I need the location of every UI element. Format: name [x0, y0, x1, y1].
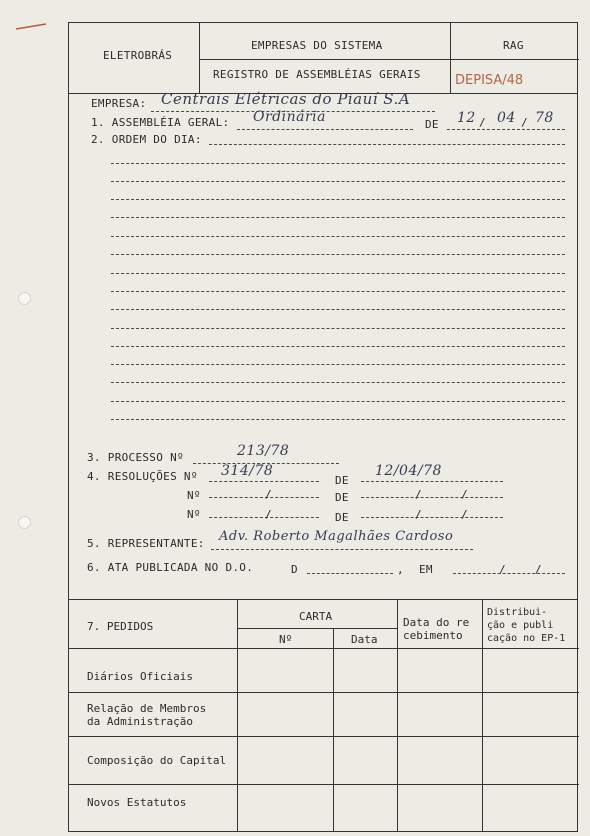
date-day: 12 — [457, 110, 476, 126]
form-title: REGISTRO DE ASSEMBLÉIAS GERAIS — [213, 68, 421, 81]
resolucoes-label: 4. RESOLUÇÕES Nº — [87, 470, 198, 483]
ata-label: 6. ATA PUBLICADA NO D.O. — [87, 561, 254, 574]
resolucao-2-de: DE — [335, 491, 349, 504]
carta-numero-header: Nº — [279, 633, 293, 646]
form-code: RAG — [503, 39, 524, 52]
processo-label: 3. PROCESSO Nº — [87, 451, 184, 464]
assembleia-label: 1. ASSEMBLÉIA GERAL: — [91, 116, 230, 129]
pedidos-header: 7. PEDIDOS — [87, 620, 154, 633]
org-name: ELETROBRÁS — [103, 49, 173, 62]
resolucao-3-no: Nº — [187, 508, 201, 521]
de-label: DE — [425, 118, 439, 131]
ata-d-label: D — [291, 563, 298, 576]
resolucao-1: 314/78 — [221, 463, 274, 479]
punch-hole-top — [18, 292, 31, 305]
date-year: 78 — [535, 110, 554, 126]
assembly-register-form: ELETROBRÁS EMPRESAS DO SISTEMA REGISTRO DE ASSEMBLÉIAS GERAIS RAG DEPISA/48 EMPRESA: Centrais Elétricas do Piauí S.A 1. ASSEMBLÉIA GERAL: Ordinária DE 12 / 04 / 78 2. ORDEM DO DIA: 3. PROCESSO Nº 213/78 4. RESOLUÇÕES Nº 314/78 DE 12/04/78 Nº / DE / / Nº / DE / / 5. REPRESENTANTE: Adv. Roberto Magalhães Cardoso 6. ATA PUBLICADA NO D.O. D , EM / / 7. PEDIDOS CARTA Nº Data Data do re cebimento Distribui- ção e publi cação no EP-1 Diários Oficiais Relação de Membros da Administração Composição do Capital Novos Estatutos — [68, 22, 578, 832]
ordem-label: 2. ORDEM DO DIA: — [91, 133, 202, 146]
row-relacao-membros-2: da Administração — [87, 715, 193, 728]
resolucao-2-no: Nº — [187, 489, 201, 502]
recebimento-header-2: cebimento — [403, 629, 463, 642]
system-label: EMPRESAS DO SISTEMA — [251, 39, 383, 52]
distribuicao-header-2: ção e publi — [487, 620, 554, 631]
resolucao-3-de: DE — [335, 511, 349, 524]
representante-value: Adv. Roberto Magalhães Cardoso — [219, 529, 454, 544]
resolucao-1-de: DE — [335, 474, 349, 487]
processo-value: 213/78 — [237, 443, 290, 459]
empresa-value: Centrais Elétricas do Piauí S.A — [161, 90, 411, 108]
ata-em-label: EM — [419, 563, 433, 576]
assembleia-value: Ordinária — [253, 109, 326, 125]
empresa-label: EMPRESA: — [91, 97, 147, 110]
recebimento-header-1: Data do re — [403, 616, 470, 629]
pencil-mark — [14, 22, 48, 32]
distribuicao-header-3: cação no EP-1 — [487, 633, 566, 644]
resolucao-1-date: 12/04/78 — [375, 463, 442, 479]
form-header — [69, 23, 577, 94]
row-composicao-capital: Composição do Capital — [87, 754, 227, 767]
row-diarios-oficiais: Diários Oficiais — [87, 670, 193, 683]
carta-data-header: Data — [351, 633, 378, 646]
code-stamp: DEPISA/48 — [455, 73, 524, 88]
representante-label: 5. REPRESENTANTE: — [87, 537, 205, 550]
punch-hole-bottom — [18, 516, 31, 529]
row-novos-estatutos: Novos Estatutos — [87, 796, 187, 809]
carta-header: CARTA — [299, 610, 333, 623]
row-relacao-membros-1: Relação de Membros — [87, 702, 207, 715]
pedidos-table — [69, 599, 577, 832]
distribuicao-header-1: Distribui- — [487, 607, 548, 618]
date-month: 04 — [497, 110, 516, 126]
